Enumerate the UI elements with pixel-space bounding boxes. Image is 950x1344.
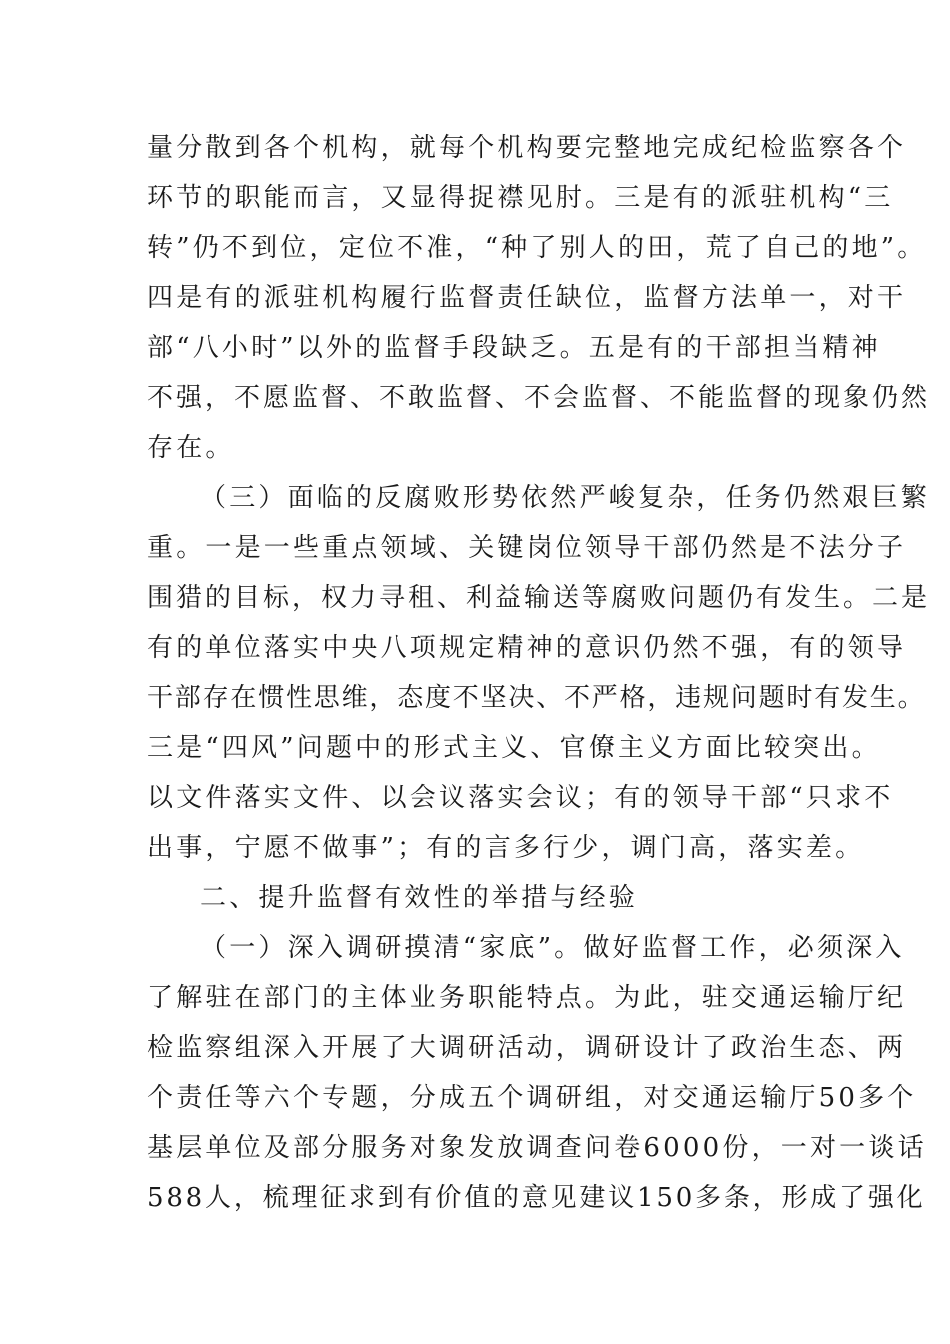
text-line: 有的单位落实中央八项规定精神的意识仍然不强，有的领导: [147, 633, 907, 663]
text-line: 个责任等六个专题，分成五个调研组，对交通运输厅50多个: [147, 1083, 917, 1113]
section-heading: （一）深入调研摸清“家底”。做好监督工作，必须深入: [200, 933, 905, 963]
text-line: 四是有的派驻机构履行监督责任缺位，监督方法单一，对干: [147, 283, 907, 313]
text-line: 出事，宁愿不做事”；有的言多行少，调门高，落实差。: [147, 833, 865, 863]
text-line: 重。一是一些重点领域、关键岗位领导干部仍然是不法分子: [147, 533, 907, 563]
text-line: 了解驻在部门的主体业务职能特点。为此，驻交通运输厅纪: [147, 983, 907, 1013]
text-line: 588人，梳理征求到有价值的意见建议150多条，形成了强化: [147, 1183, 926, 1213]
text-line: 基层单位及部分服务对象发放调查问卷6000份，一对一谈话: [147, 1133, 927, 1163]
text-line: 量分散到各个机构，就每个机构要完整地完成纪检监察各个: [147, 133, 907, 163]
text-line: 部“八小时”以外的监督手段缺乏。五是有的干部担当精神: [147, 333, 881, 363]
text-line: 围猎的目标，权力寻租、利益输送等腐败问题仍有发生。二是: [147, 583, 931, 613]
text-line: 检监察组深入开展了大调研活动，调研设计了政治生态、两: [147, 1033, 907, 1063]
text-line: 不强，不愿监督、不敢监督、不会监督、不能监督的现象仍然: [147, 383, 931, 413]
text-line: 干部存在惯性思维，态度不坚决、不严格，违规问题时有发生。: [147, 683, 926, 713]
section-heading: （三）面临的反腐败形势依然严峻复杂，任务仍然艰巨繁: [200, 483, 931, 513]
text-line: 转”仍不到位，定位不准，“种了别人的田，荒了自己的地”。: [147, 233, 927, 263]
chapter-heading: 二、提升监督有效性的举措与经验: [200, 883, 639, 913]
text-line: 以文件落实文件、以会议落实会议；有的领导干部“只求不: [147, 783, 894, 813]
text-line: 存在。: [147, 433, 235, 463]
text-line: 环节的职能而言，又显得捉襟见肘。三是有的派驻机构“三: [147, 183, 894, 213]
text-line: 三是“四风”问题中的形式主义、官僚主义方面比较突出。: [147, 733, 881, 763]
